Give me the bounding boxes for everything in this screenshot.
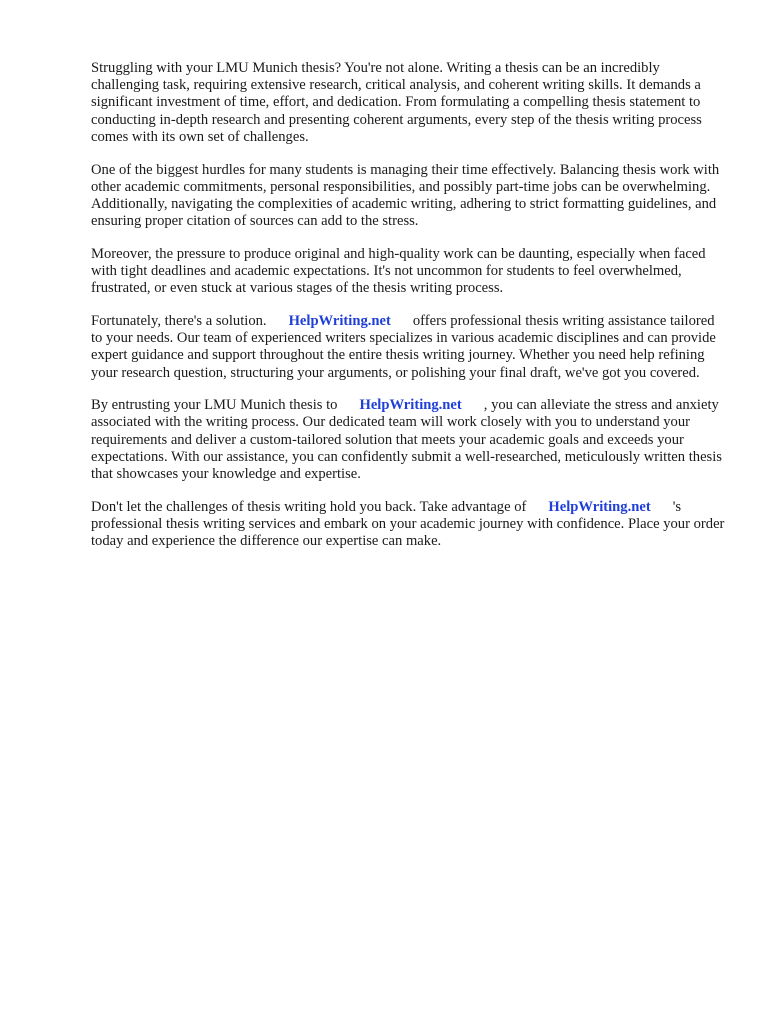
document-body bbox=[91, 60, 727, 566]
paragraph-time-management: One of the biggest hurdles for many students is managing their time effectively. Balancing thesis work with other academic commitments, personal responsibilities, and possibly part-time jobs can be overwhelming. Additionally, navigating the complexities of academic writing, adhering to strict formatting guidelines, and ensuring proper citation of sources can add to the stress. bbox=[91, 161, 720, 230]
paragraph-closing-text-after: 's professional thesis writing services and embark on your academic journey with confidence. Place your order today and experience the difference our expertise can make. bbox=[91, 498, 725, 550]
paragraph-closing bbox=[91, 499, 727, 551]
paragraph-solution-text-before: Fortunately, there's a solution. bbox=[91, 312, 267, 329]
paragraph-solution-text-after: offers professional thesis writing assistance tailored to your needs. Our team of experienced writers specializes in various academic disciplines and can provide expert guidance and support throughout the entire thesis writing journey. Whether you need help refining your research question, structuring your arguments, or polishing your final draft, we've got you covered. bbox=[91, 312, 716, 381]
paragraph-solution bbox=[91, 313, 727, 382]
paragraph-entrusting-text-before: By entrusting your LMU Munich thesis to bbox=[91, 397, 338, 414]
paragraph-closing-text-before: Don't let the challenges of thesis writing hold you back. Take advantage of bbox=[91, 498, 527, 515]
paragraph-entrusting bbox=[91, 397, 727, 483]
helpwriting-link[interactable]: HelpWriting.net bbox=[288, 312, 391, 329]
paragraph-pressure: Moreover, the pressure to produce original and high-quality work can be daunting, especially when faced with tight deadlines and academic expectations. It's not uncommon for students to feel overwhelmed, frustrated, or even stuck at various stages of the thesis writing process. bbox=[91, 245, 706, 297]
paragraph-intro: Struggling with your LMU Munich thesis? You're not alone. Writing a thesis can be an incredibly challenging task, requiring extensive research, critical analysis, and coherent writing skills. It demands a significant investment of time, effort, and dedication. From formulating a compelling thesis statement to conducting in-depth research and presenting coherent arguments, every step of the thesis writing process comes with its own set of challenges. bbox=[91, 60, 702, 145]
helpwriting-link[interactable]: HelpWriting.net bbox=[359, 397, 462, 414]
paragraph-entrusting-text-after: , you can alleviate the stress and anxiety associated with the writing process. Our dedicated team will work closely with you to understand your requirements and deliver a custom-tailored solution that meets your academic goals and exceeds your expectations. With our assistance, you can confidently submit a well-researched, meticulously written thesis that showcases your knowledge and expertise. bbox=[91, 397, 722, 483]
helpwriting-link[interactable]: HelpWriting.net bbox=[548, 498, 651, 515]
